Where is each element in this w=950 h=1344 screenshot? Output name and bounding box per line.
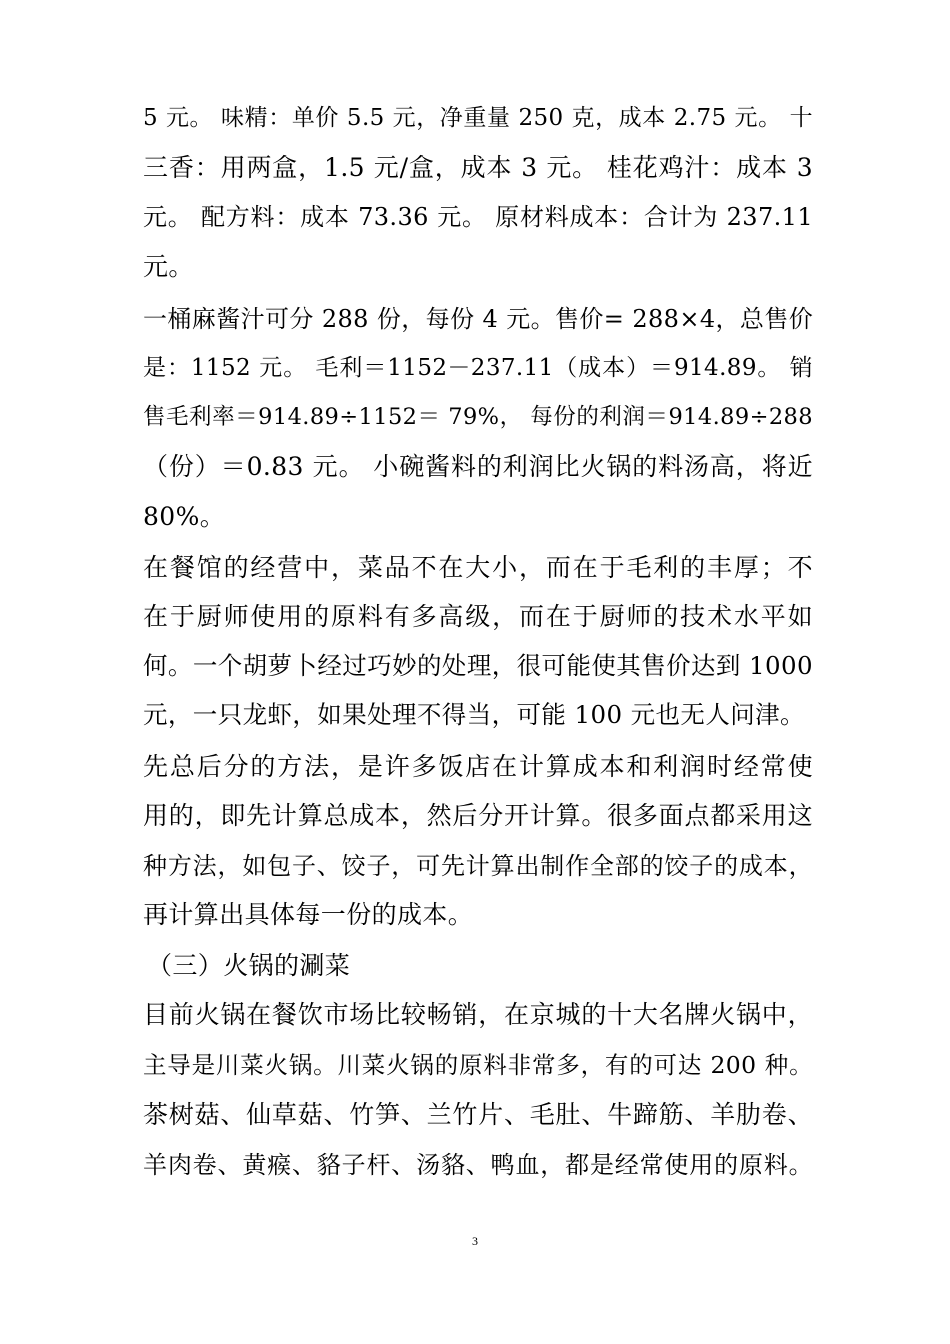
text-line: （份）＝0.83 元。 小碗酱料的利润比火锅的料汤高，将近	[143, 452, 813, 481]
section-heading: （三）火锅的涮菜	[147, 951, 351, 980]
text-line: 元，一只龙虾，如果处理不得当，可能 100 元也无人问津。	[143, 700, 805, 729]
text-line: 是：1152 元。 毛利＝1152－237.11（成本）＝914.89。 销	[143, 355, 813, 381]
text-line: 主导是川菜火锅。川菜火锅的原料非常多，有的可达 200 种。	[143, 1051, 813, 1079]
text-line: 售毛利率＝914.89÷1152＝ 79%， 每份的利润＝914.89÷288	[143, 404, 813, 430]
text-line: 用的，即先计算总成本，然后分开计算。很多面点都采用这	[143, 801, 813, 830]
text-line: 茶树菇、仙草菇、竹笋、兰竹片、毛肚、牛蹄筋、羊肋卷、	[143, 1100, 813, 1129]
text-line: 何。一个胡萝卜经过巧妙的处理，很可能使其售价达到 1000	[143, 651, 813, 680]
text-line: 80%。	[143, 502, 226, 531]
text-line: 种方法，如包子、饺子，可先计算出制作全部的饺子的成本，	[143, 852, 813, 880]
text-line: 再计算出具体每一份的成本。	[143, 900, 474, 929]
text-line: 羊肉卷、黄瘊、貉子杆、汤貉、鸭血，都是经常使用的原料。	[143, 1151, 813, 1179]
text-line: 5 元。 味精：单价 5.5 元，净重量 250 克，成本 2.75 元。 十	[143, 105, 813, 131]
text-line: 在餐馆的经营中，菜品不在大小，而在于毛利的丰厚；不	[143, 553, 813, 582]
text-line: 先总后分的方法，是许多饭店在计算成本和利润时经常使	[143, 752, 813, 781]
text-line: 目前火锅在餐饮市场比较畅销，在京城的十大名牌火锅中，	[143, 1000, 813, 1029]
text-line: 一桶麻酱汁可分 288 份，每份 4 元。售价= 288×4，总售价	[143, 305, 814, 333]
text-line: 在于厨师使用的原料有多高级，而在于厨师的技术水平如	[143, 602, 813, 631]
text-line: 元。 配方料：成本 73.36 元。 原材料成本：合计为 237.11	[143, 203, 813, 231]
text-line: 三香：用两盒，1.5 元/盒，成本 3 元。 桂花鸡汁：成本 3	[143, 153, 813, 182]
text-line: 元。	[143, 252, 194, 281]
page-number: 3	[472, 1234, 478, 1248]
